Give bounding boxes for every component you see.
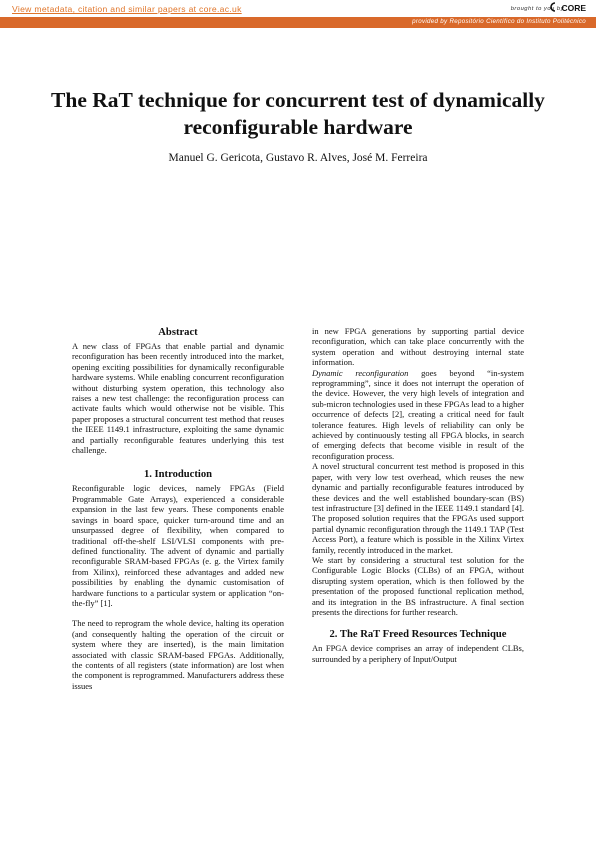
intro-paragraph-3-rest: goes beyond “in-system reprogramming”, since it does not interrupt the operation of the device. However, the very high levels of integration and sub-micron technologies used in these FPGAs lead to a higher occurrence of defects [2], creating a critical need for fault tolerance features. High levels of reliability can only be achieved by continuously testing all FPGA blocks, in search of emerging defects that become visible in result of the reconfiguration process. bbox=[312, 367, 524, 461]
provided-by-link[interactable]: provided by Repositório Científico do Instituto Politécnico bbox=[412, 18, 586, 25]
section-2-paragraph-1: An FPGA device comprises an array of independent CLBs, surrounded by a periphery of Input/Output bbox=[312, 643, 524, 664]
intro-paragraph-4: A novel structural concurrent test method is proposed in this paper, with very low test overhead, which reuses the new dynamic and partially reconfigurable features introduced by these devices and the well established boundary-scan (BS) test infrastructure [3] defined in the IEEE 1149.1 standard [4]. The proposed solution requires that the FPGAs used support partial dynamic reconfiguration through the 1149.1 TAP (Test Access Port), a feature which is possible in the Xilinx Virtex family, recently introduced in the market. bbox=[312, 461, 524, 555]
brought-to-you-text: brought to you by bbox=[510, 6, 564, 12]
section-2-heading: 2. The RaT Freed Resources Technique bbox=[329, 629, 507, 641]
right-column bbox=[312, 326, 524, 664]
intro-paragraph-1: Reconfigurable logic devices, namely FPGAs (Field Programmable Gate Arrays), experienced a considerable expansion in the last few years. These components enable savings in board space, quicker turn-around time and an unsurpassed degree of flexibility, when compared to traditional off-the-shelf LSI/VLSI components with pre-defined functionality. The advent of dynamic and partially reconfigurable SRAM-based FPGAs (e. g. the Virtex family from Xilinx), reinforced these advantages and added new possibilities by enabling the dynamic customisation of hardware functions to a particular system or application “on-the-fly” [1]. bbox=[72, 483, 284, 608]
introduction-heading: 1. Introduction bbox=[143, 469, 213, 481]
dynamic-reconfiguration-term: Dynamic reconfiguration bbox=[312, 367, 409, 378]
core-logo-text[interactable]: CORE bbox=[561, 3, 586, 13]
core-metadata-link[interactable]: View metadata, citation and similar papers at core.ac.uk bbox=[12, 4, 242, 14]
intro-paragraph-3 bbox=[312, 368, 524, 462]
paper-authors: Manuel G. Gericota, Gustavo R. Alves, José M. Ferreira bbox=[168, 152, 428, 164]
abstract-text: A new class of FPGAs that enable partial and dynamic reconfiguration has been recently introduced into the market, opening exciting possibilities for dynamically reconfigurable hardware systems. While enabling concurrent reconfiguration without disturbing system operation, this technology also raises a new test challenge: the reconfiguration process can activate faults which would otherwise not be visible. This paper proposes a structural concurrent test method that reuses the IEEE 1149.1 infrastructure, exploiting the same dynamic and partially reconfigurable features underlying this test challenge. bbox=[72, 341, 284, 456]
paper-title: The RaT technique for concurrent test of dynamically reconfigurable hardware bbox=[51, 88, 545, 139]
intro-paragraph-2: The need to reprogram the whole device, halting its operation (and consequently halting the operation of the circuit or system where they are inserted), is the main limitation associated with classic SRAM-based FPGAs. Additionally, the contents of all registers (state information) are lost when the component is reprogrammed. Manufacturers address these issues bbox=[72, 618, 284, 691]
core-logo-icon bbox=[548, 2, 558, 12]
core-banner bbox=[0, 0, 596, 17]
provided-by-bar bbox=[0, 17, 596, 28]
abstract-heading: Abstract bbox=[158, 327, 198, 338]
left-column bbox=[72, 326, 284, 691]
intro-paragraph-5: We start by considering a structural test solution for the Configurable Logic Blocks (CLBs) of an FPGA, without disrupting system operation, which is then followed by the presentation of the proposed functional replication method, and its integration in the BS infrastructure. A final section presents the directions for further research. bbox=[312, 554, 524, 617]
paragraph-gap bbox=[72, 608, 284, 618]
intro-paragraph-2-continued: in new FPGA generations by supporting partial device reconfiguration, which can take place concurrently with the system operation and without destroying internal state information. bbox=[312, 326, 524, 368]
